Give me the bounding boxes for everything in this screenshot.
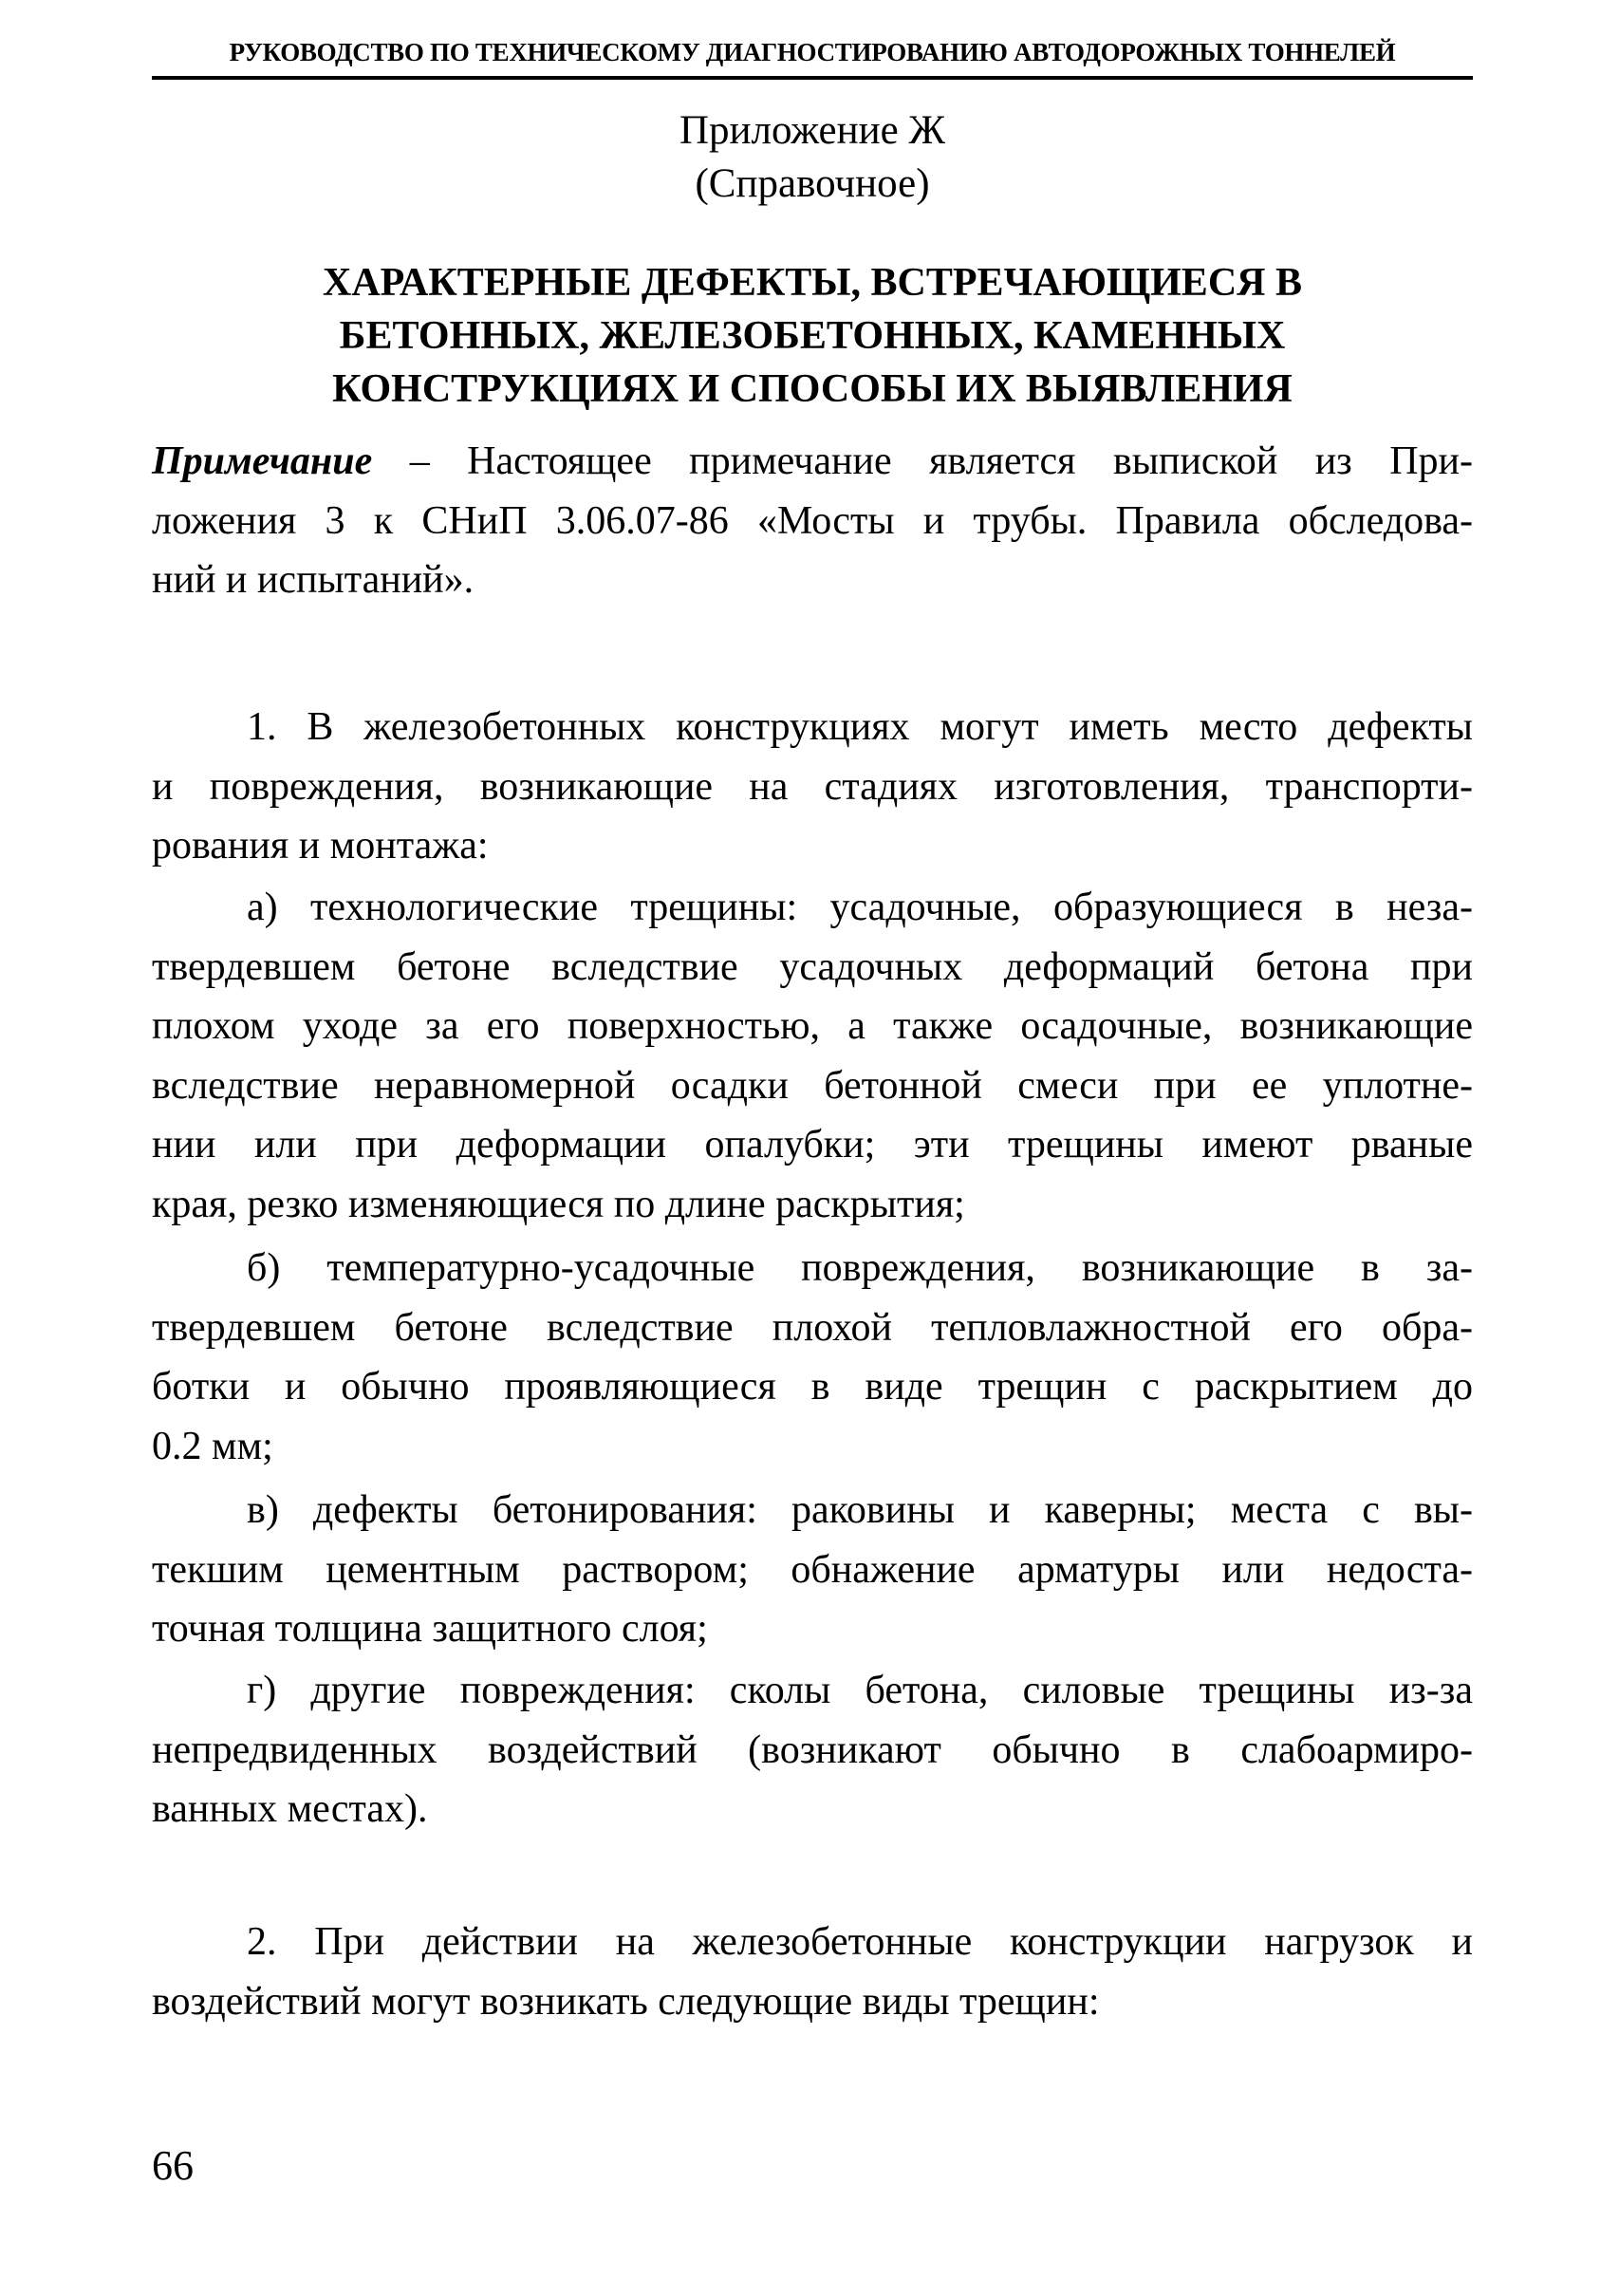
item-line: точная толщина защитного слоя; bbox=[152, 1607, 708, 1651]
item-b bbox=[152, 1239, 1473, 1476]
item-line: 0.2 мм; bbox=[152, 1424, 273, 1468]
item-line: а) технологические трещины: усадочные, образующиеся в неза- bbox=[247, 886, 1473, 929]
item-g bbox=[152, 1661, 1473, 1839]
title-line: КОНСТРУКЦИЯХ И СПОСОБЫ ИХ ВЫЯВЛЕНИЯ bbox=[332, 367, 1293, 411]
appendix-label: Приложение Ж bbox=[679, 108, 946, 153]
item-a bbox=[152, 878, 1473, 1234]
note-line: ложения 3 к СНиП 3.06.07-86 «Мосты и трубы. Правила обследова- bbox=[152, 498, 1473, 543]
item-line: плохом уходе за его поверхностью, а также осадочные, возникающие bbox=[152, 1004, 1473, 1048]
note-label: Примечание bbox=[152, 439, 373, 483]
item-line: края, резко изменяющиеся по длине раскрытия; bbox=[152, 1182, 965, 1226]
paragraph-line: 2. При действии на железобетонные конструкции нагрузок и bbox=[247, 1920, 1473, 1964]
running-header: РУКОВОДСТВО ПО ТЕХНИЧЕСКОМУ ДИАГНОСТИРОВАНИЮ АВТОДОРОЖНЫХ ТОННЕЛЕЙ bbox=[229, 38, 1396, 66]
paragraph-line: рования и монтажа: bbox=[152, 824, 489, 868]
page-number: 66 bbox=[152, 2142, 194, 2189]
item-line: вследствие неравномерной осадки бетонной смеси при ее уплотне- bbox=[152, 1063, 1473, 1108]
item-line: г) другие повреждения: сколы бетона, силовые трещины из-за bbox=[247, 1669, 1473, 1712]
item-line: нии или при деформации опалубки; эти трещины имеют рваные bbox=[152, 1123, 1473, 1167]
paragraph-line: 1. В железобетонных конструкциях могут иметь место дефекты bbox=[247, 705, 1473, 749]
note-line: ний и испытаний». bbox=[152, 558, 475, 602]
paragraph-line: воздействий могут возникать следующие виды трещин: bbox=[152, 1979, 1100, 2024]
title-line: БЕТОННЫХ, ЖЕЛЕЗОБЕТОННЫХ, КАМЕННЫХ bbox=[339, 314, 1286, 358]
item-line: б) температурно-усадочные повреждения, возникающие в за- bbox=[247, 1246, 1473, 1290]
item-line: в) дефекты бетонирования: раковины и каверны; места с вы- bbox=[247, 1488, 1473, 1532]
paragraph-2 bbox=[152, 1913, 1473, 2031]
section-title bbox=[152, 256, 1473, 416]
note-text: – Настоящее примечание является выпиской из При- bbox=[372, 439, 1473, 483]
item-v bbox=[152, 1481, 1473, 1659]
appendix-kind: (Справочное) bbox=[695, 161, 930, 206]
item-line: ванных местах). bbox=[152, 1787, 428, 1831]
item-line: непредвиденных воздействий (возникают обычно в слабоармиро- bbox=[152, 1727, 1473, 1772]
item-line: твердевшем бетоне вследствие усадочных деформаций бетона при bbox=[152, 944, 1473, 989]
title-line: ХАРАКТЕРНЫЕ ДЕФЕКТЫ, ВСТРЕЧАЮЩИЕСЯ В bbox=[323, 261, 1302, 305]
item-line: твердевшем бетоне вследствие плохой тепловлажностной его обра- bbox=[152, 1305, 1473, 1350]
paragraph-line: и повреждения, возникающие на стадиях изготовления, транспорти- bbox=[152, 764, 1473, 809]
item-line: ботки и обычно проявляющиеся в виде трещин с раскрытием до bbox=[152, 1365, 1473, 1409]
paragraph-1 bbox=[152, 698, 1473, 876]
item-line: текшим цементным раствором; обнажение арматуры или недоста- bbox=[152, 1547, 1473, 1592]
header-rule bbox=[152, 76, 1473, 80]
note-block bbox=[152, 432, 1473, 610]
note-line bbox=[152, 432, 1473, 492]
